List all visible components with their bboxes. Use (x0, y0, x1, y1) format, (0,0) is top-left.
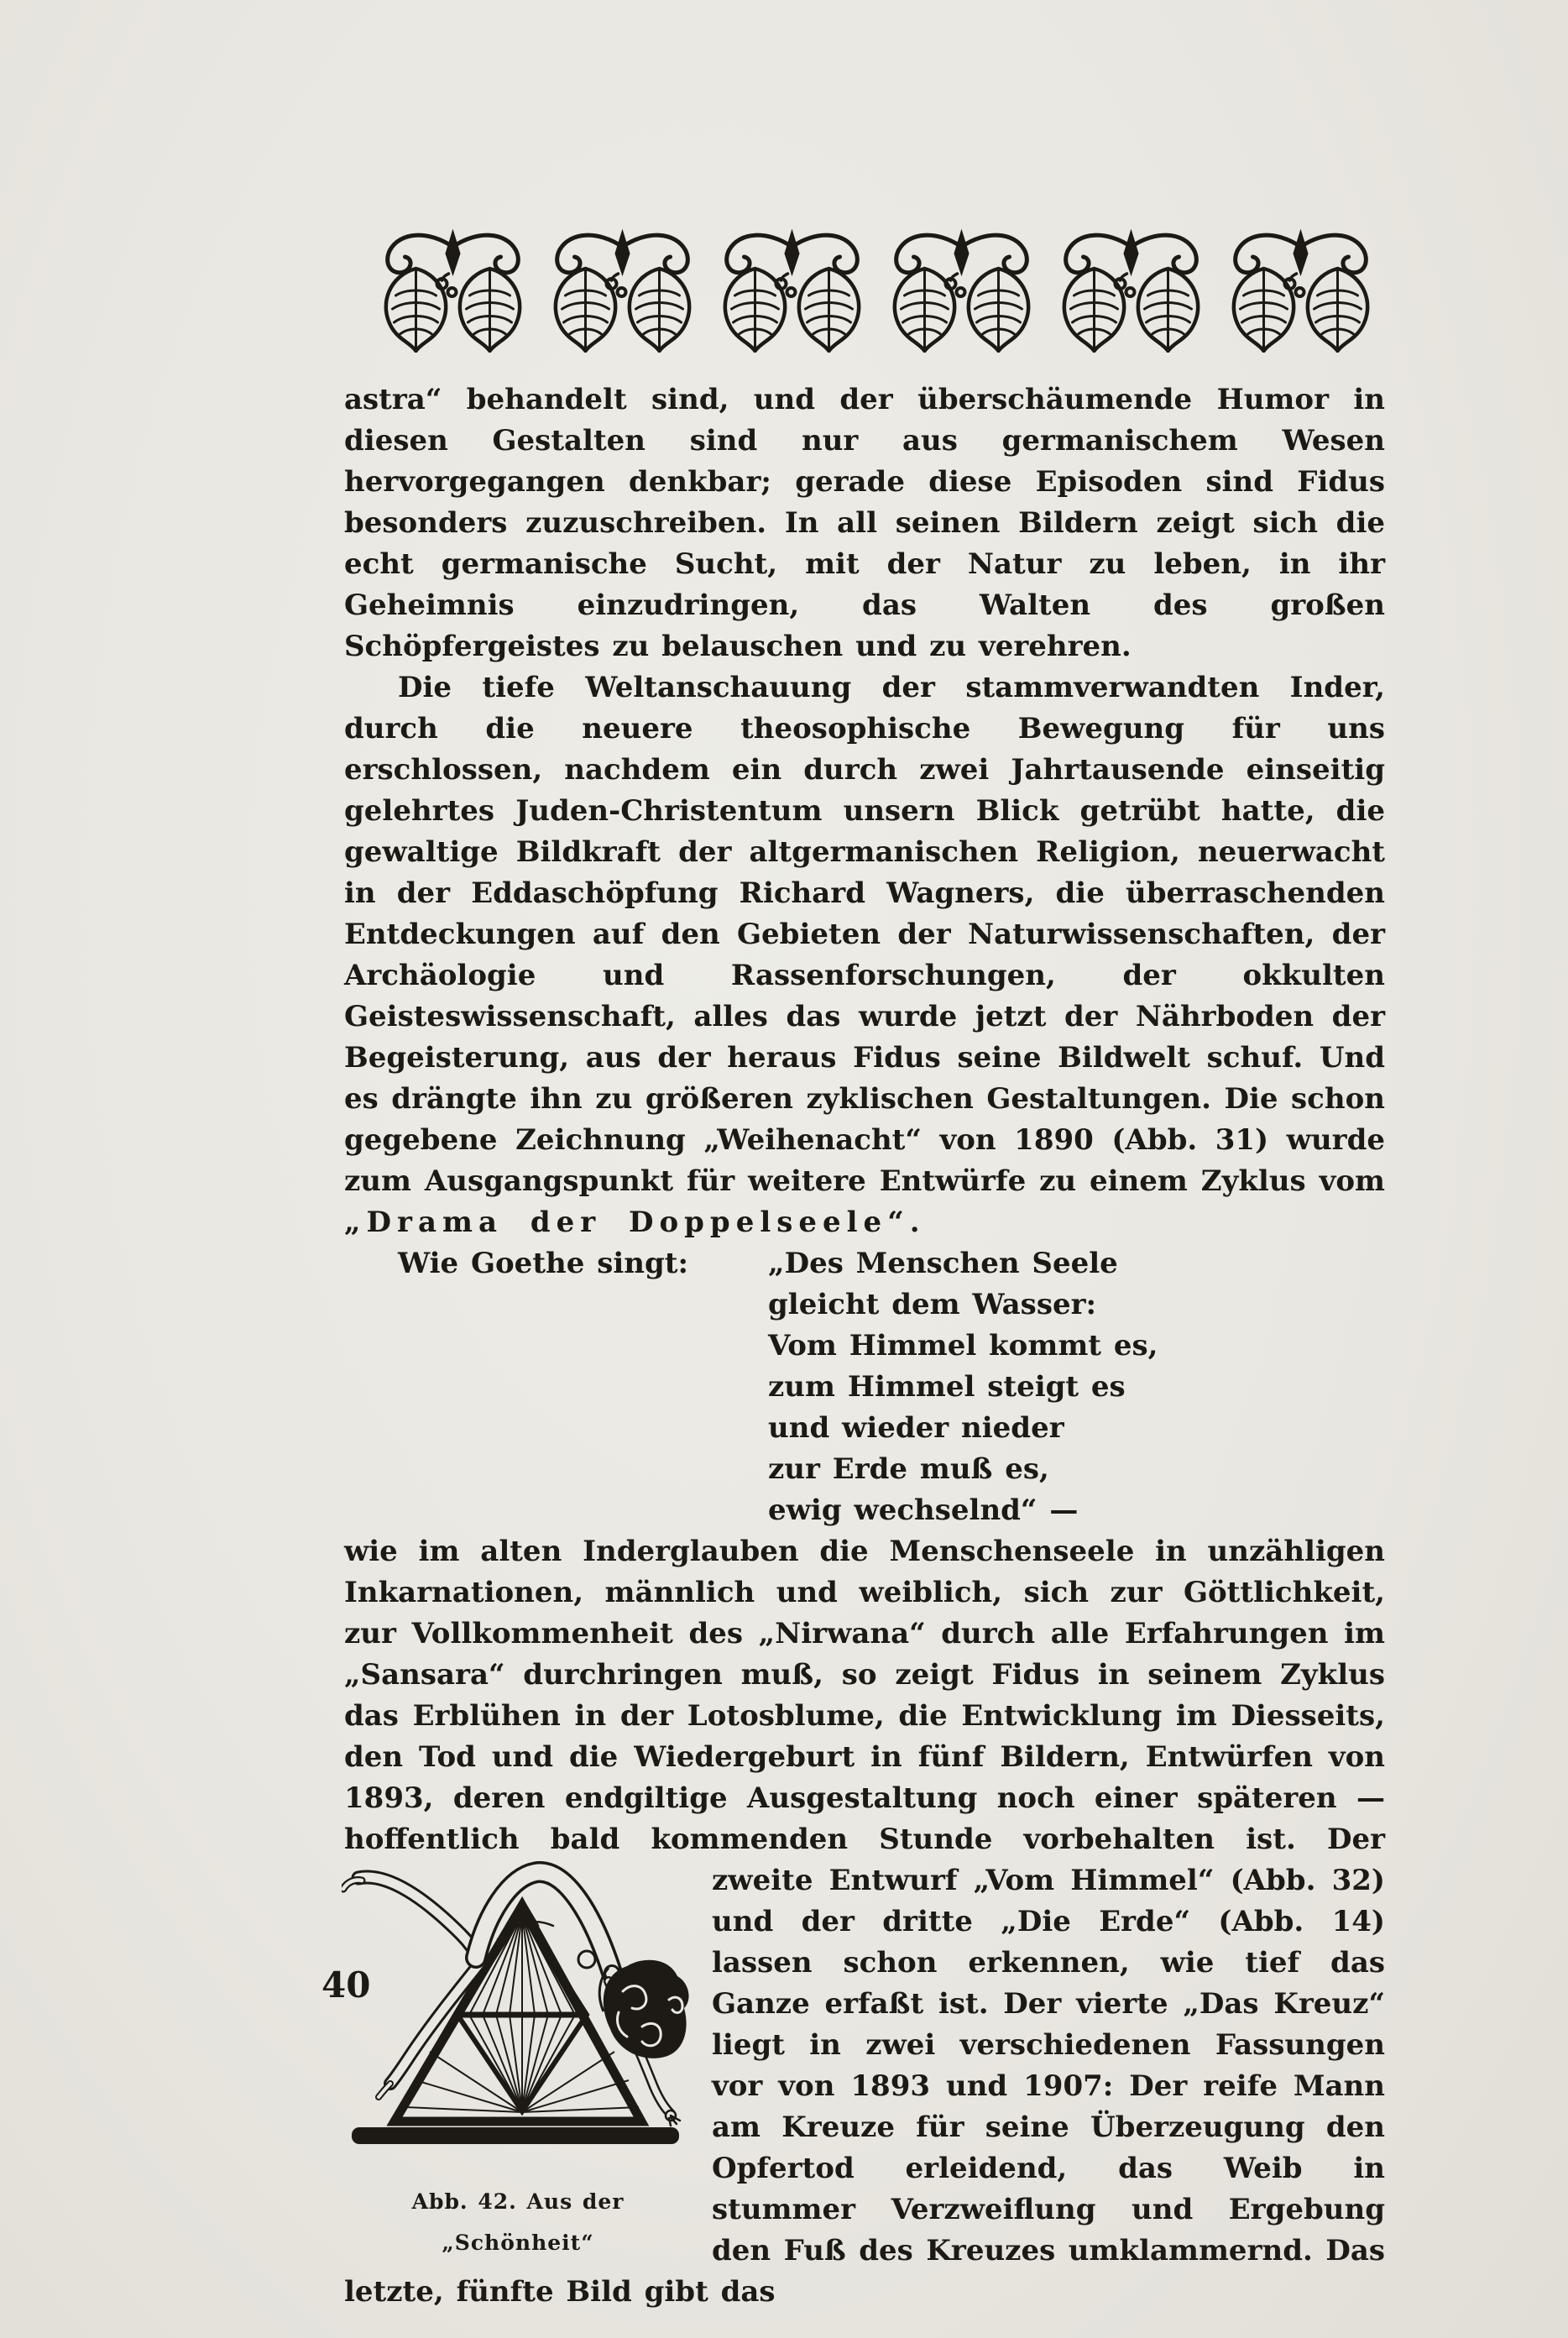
base-bar (352, 2127, 679, 2144)
figure-caption: Abb. 42. Aus der „Schönheit“ (411, 2189, 625, 2255)
linden-leaf-ornament-band (367, 225, 1387, 353)
figure-abb-42 (336, 1832, 700, 2263)
cycle-title-spaced: „Drama der Doppelseele“. (344, 1206, 926, 1239)
page-number: 40 (321, 1964, 371, 2006)
poem-lead: Wie Goethe singt: (398, 1247, 689, 1280)
paragraph-2-text: Die tiefe Weltanschauung der stammverwandten Inder, durch die neuere theosophische Bewegung für uns erschlossen, nachdem ein durch zwei Jahrtausende einseitig gelehrtes Juden-Christentum unsern Blick getrübt hatte, die gewaltige Bildkraft der altgermanischen Religion, neuerwacht in der Eddaschöpfung Richard Wagners, die überraschenden Entdeckungen auf den Gebieten der Naturwissenschaften, der Archäologie und Rassenforschungen, der okkulten Geisteswissenschaft, alles das wurde jetzt der Nährboden der Begeisterung, aus der heraus Fidus seine Bildwelt schuf. Und es drängte ihn zu größeren zyklischen Gestaltungen. Die schon gegebene Zeichnung „Weihenacht“ von 1890 (Abb. 31) wurde zum Ausgangspunkt für weitere Entwürfe zu einem Zyklus vom (344, 671, 1385, 1198)
paragraph-3: wie im alten Inderglauben die Menschenseele in unzähligen Inkarnationen, männlich und weiblich, sich zur Göttlichkeit, zur Vollkommenheit des „Nirwana“ durch alle Erfahrungen im „Sansara“ durchringen muß, so zeigt Fidus in seinem Zyklus das Erblühen in der Lotosblume, die Entwicklung im Diesseits, den Tod und die Wiedergeburt in fünf Bildern, Entwürfen von 1893, deren endgiltige Ausgestaltung noch einer späteren — hoffentlich bald kommenden Stunde vorbehalten ist. Der (344, 1535, 1385, 1856)
triangle-figure-illustration (342, 1832, 694, 2159)
text-column (344, 379, 1385, 2313)
paragraph-2 (344, 667, 1385, 1243)
poem-line: ewig wechselnd“ — (768, 1493, 1079, 1527)
poem-line: gleicht dem Wasser: (768, 1288, 1097, 1321)
goethe-poem (768, 1284, 1385, 1531)
poem-lead-line (344, 1243, 1385, 1284)
poem-line: Vom Himmel kommt es, (768, 1329, 1158, 1363)
poem-line: „Des Menschen Seele (768, 1247, 1118, 1280)
poem-line: zum Himmel steigt es (768, 1370, 1126, 1404)
paragraph-1: astra“ behandelt sind, und der überschäumende Humor in diesen Gestalten sind nur aus germanischem Wesen hervorgegangen denkbar; gerade diese Episoden sind Fidus besonders zuzuschreiben. In all seinen Bildern zeigt sich die echt germanische Sucht, mit der Natur zu leben, in ihr Geheimnis einzudringen, das Walten des großen Schöpfergeistes zu belauschen und zu verehren. (344, 383, 1385, 663)
paragraph-3-continued: zweite Entwurf „Vom Himmel“ (Abb. 32) und der dritte „Die Erde“ (Abb. 14) lassen schon erkennen, wie tief das Ganze erfaßt ist. Der vierte „Das Kreuz“ liegt in zwei verschiedenen Fassungen vor von 1893 und 1907: Der reife Mann am Kreuze für seine Überzeugung den Opfertod erleidend, das Weib in stummer Verzweiflung und Ergebung den Fuß des Kreuzes umklammernd. Das letzte, fünfte Bild gibt das (344, 1864, 1385, 2309)
poem-line: zur Erde muß es, (768, 1452, 1049, 1486)
poem-line: und wieder nieder (768, 1411, 1064, 1445)
